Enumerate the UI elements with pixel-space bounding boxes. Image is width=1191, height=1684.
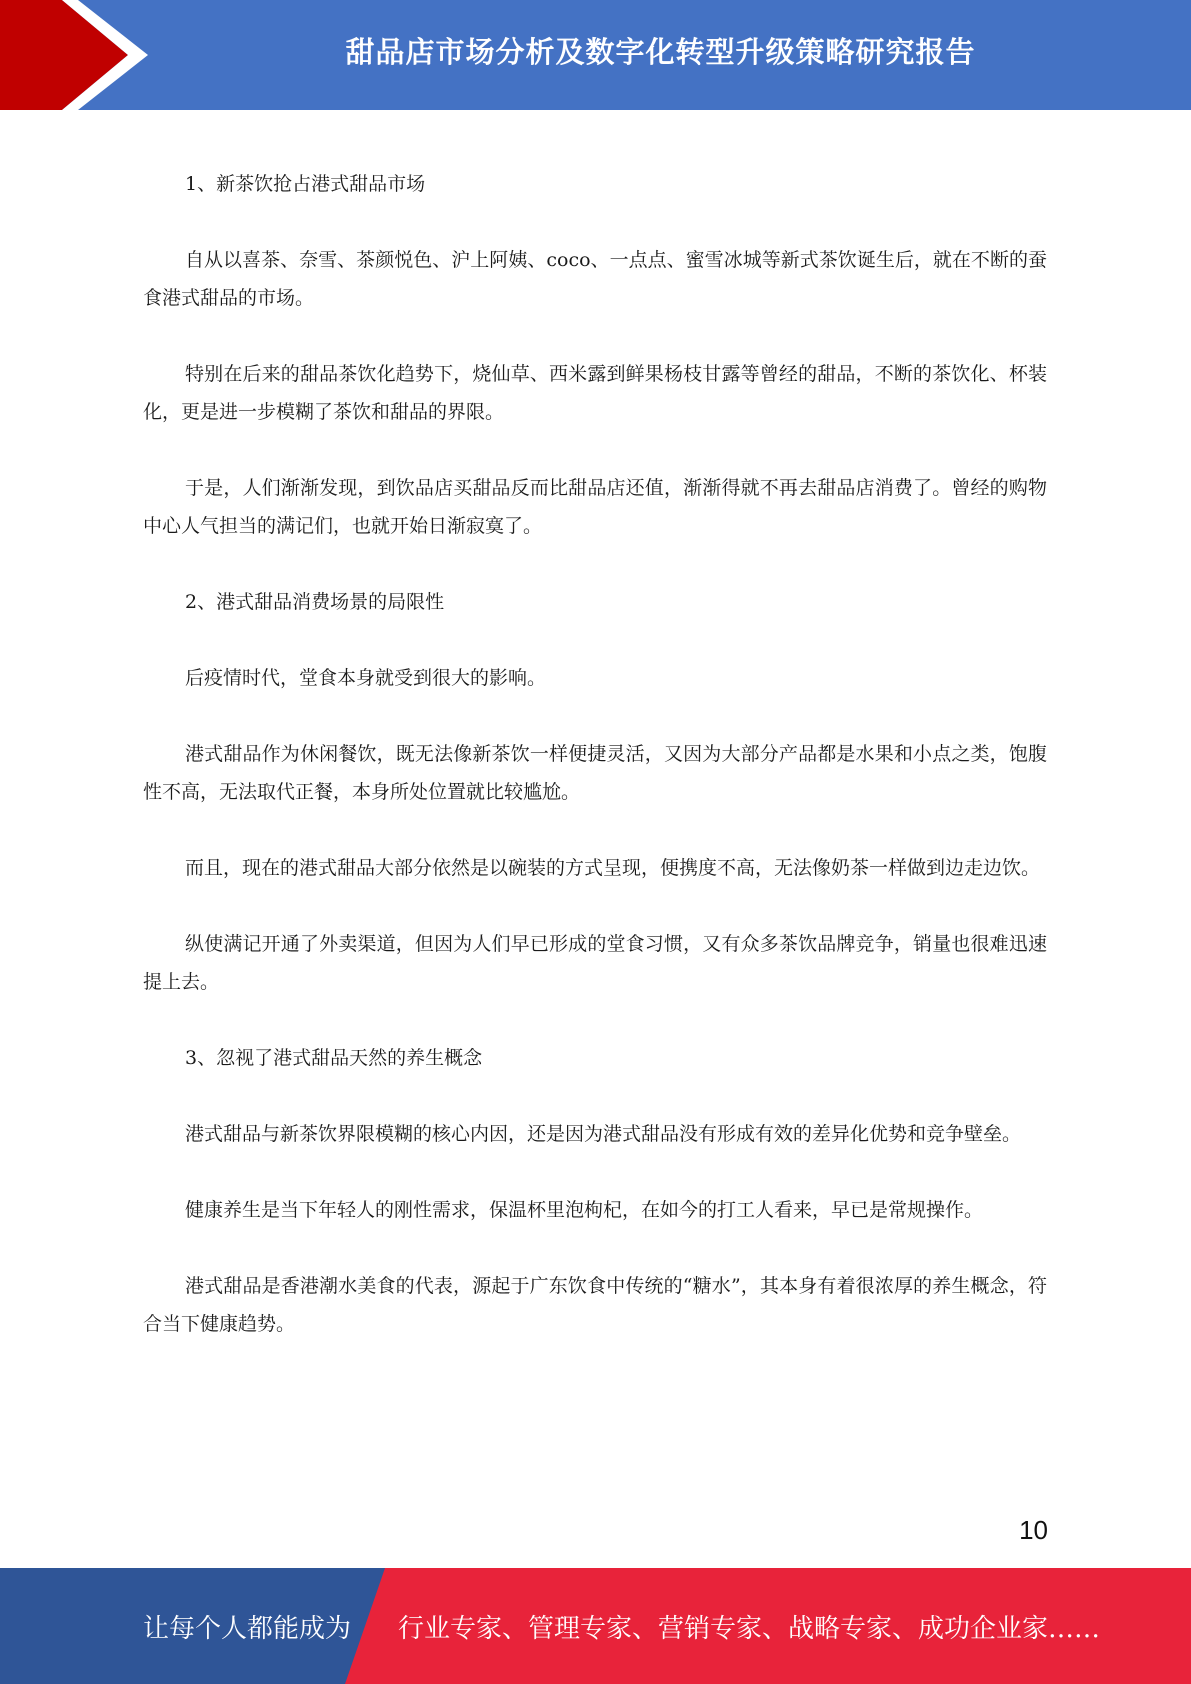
paragraph: 自从以喜茶、奈雪、茶颜悦色、沪上阿姨、coco、一点点、蜜雪冰城等新式茶饮诞生后，就在不断的蚕食港式甜品的市场。 [143,249,1047,309]
footer-slogan-right: 行业专家、管理专家、营销专家、战略专家、成功企业家…… [398,1613,1101,1644]
paragraph: 港式甜品与新茶饮界限模糊的核心内因，还是因为港式甜品没有形成有效的差异化优势和竞争壁垒。 [185,1123,1022,1145]
page-header [0,0,1191,110]
paragraph: 健康养生是当下年轻人的刚性需求，保温杯里泡枸杞，在如今的打工人看来，早已是常规操作。 [185,1199,984,1221]
body-content [143,165,1047,1381]
section-heading-3: 3、忽视了港式甜品天然的养生概念 [185,1047,483,1069]
paragraph: 而且，现在的港式甜品大部分依然是以碗装的方式呈现，便携度不高，无法像奶茶一样做到边走边饮。 [185,857,1041,879]
paragraph: 后疫情时代，堂食本身就受到很大的影响。 [185,667,547,689]
page-number: 10 [1019,1515,1048,1545]
paragraph: 港式甜品作为休闲餐饮，既无法像新茶饮一样便捷灵活，又因为大部分产品都是水果和小点之类，饱腹性不高，无法取代正餐，本身所处位置就比较尴尬。 [143,743,1047,803]
paragraph: 纵使满记开通了外卖渠道，但因为人们早已形成的堂食习惯，又有众多茶饮品牌竞争，销量也很难迅速提上去。 [143,933,1047,993]
paragraph: 特别在后来的甜品茶饮化趋势下，烧仙草、西米露到鲜果杨枝甘露等曾经的甜品，不断的茶饮化、杯装化，更是进一步模糊了茶饮和甜品的界限。 [143,363,1047,423]
section-heading-2: 2、港式甜品消费场景的局限性 [185,591,445,613]
paragraph: 港式甜品是香港潮水美食的代表，源起于广东饮食中传统的“糖水”，其本身有着很浓厚的养生概念，符合当下健康趋势。 [143,1275,1047,1335]
page-footer [0,1568,1191,1684]
section-heading-1: 1、新茶饮抢占港式甜品市场 [185,173,426,195]
footer-slogan-left: 让每个人都能成为 [143,1613,352,1644]
paragraph: 于是，人们渐渐发现，到饮品店买甜品反而比甜品店还值，渐渐得就不再去甜品店消费了。曾经的购物中心人气担当的满记们，也就开始日渐寂寞了。 [143,477,1047,537]
document-title: 甜品店市场分析及数字化转型升级策略研究报告 [345,34,976,69]
